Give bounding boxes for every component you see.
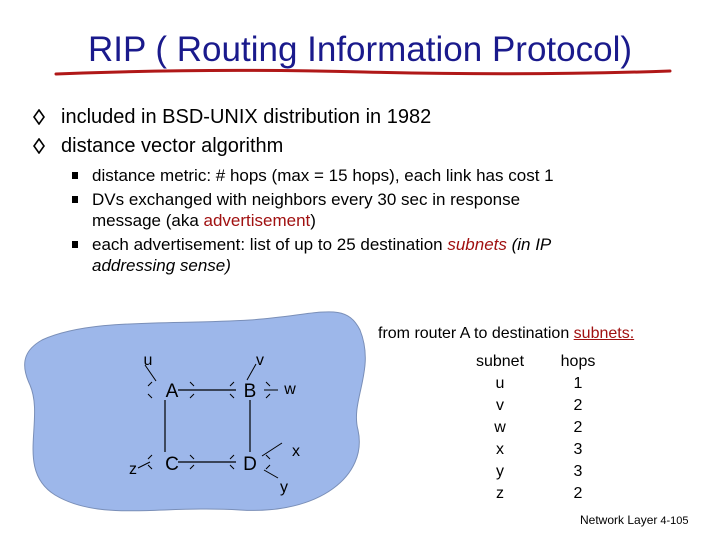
table-row — [455, 439, 611, 461]
row-hops: 2 — [573, 397, 583, 414]
row-hops: 3 — [573, 441, 583, 458]
row-hops: 1 — [573, 375, 583, 392]
routing-heading-pre: from router A to destination — [378, 325, 574, 342]
table-row — [455, 461, 611, 483]
row-hops: 2 — [573, 419, 583, 436]
sub-bullet-1-text: distance metric: # hops (max = 15 hops), each link has cost 1 — [92, 166, 554, 185]
subnet-label-w: w — [284, 381, 296, 398]
bullet-2-text: distance vector algorithm — [61, 135, 284, 157]
row-hops: 2 — [573, 485, 583, 502]
subnets-term: subnets — [447, 235, 507, 254]
sub-bullet-2-line1: DVs exchanged with neighbors every 30 sec in response — [92, 190, 521, 209]
table-row — [455, 417, 611, 439]
routing-table — [455, 351, 611, 505]
row-subnet: y — [496, 463, 504, 480]
header-hops: hops — [560, 353, 596, 370]
slide-footer — [580, 513, 689, 527]
subnet-label-y: y — [280, 479, 288, 496]
routing-table-header — [455, 351, 611, 373]
table-row — [455, 483, 611, 505]
subnet-label-x: x — [292, 443, 300, 460]
router-C-label: C — [165, 454, 179, 475]
sub-bullet-3-line2: addressing sense) — [92, 256, 231, 275]
sub-bullet-3-post: (in IP — [506, 235, 552, 254]
router-A-label: A — [165, 381, 179, 402]
network-cloud — [25, 312, 366, 511]
advertisement-term: advertisement — [203, 211, 311, 230]
row-subnet: v — [496, 397, 504, 414]
sub-bullet-2-line2-pre: message (aka — [92, 211, 204, 230]
table-row — [455, 373, 611, 395]
routing-heading-subnets: subnets: — [573, 325, 635, 342]
table-row — [455, 395, 611, 417]
row-subnet: u — [495, 375, 505, 392]
footer-label: Network Layer — [580, 513, 658, 527]
header-subnet: subnet — [475, 353, 525, 370]
router-B-label: B — [243, 381, 257, 402]
page-number: 4-105 — [660, 515, 689, 527]
bullet-1-text: included in BSD-UNIX distribution in 1982 — [61, 106, 432, 128]
subnet-label-z: z — [129, 461, 137, 478]
row-hops: 3 — [573, 463, 583, 480]
router-D-label: D — [243, 454, 257, 475]
sub-bullet-3-pre: each advertisement: list of up to 25 destination — [92, 235, 448, 254]
subnet-label-v: v — [256, 352, 264, 369]
row-subnet: w — [494, 419, 506, 436]
row-subnet: z — [496, 485, 504, 502]
slide-title: RIP ( Routing Information Protocol) — [87, 30, 633, 69]
row-subnet: x — [496, 441, 504, 458]
sub-bullet-2-line2-post: ) — [310, 211, 316, 230]
subnet-label-u: u — [143, 352, 153, 369]
routing-heading — [378, 325, 634, 343]
